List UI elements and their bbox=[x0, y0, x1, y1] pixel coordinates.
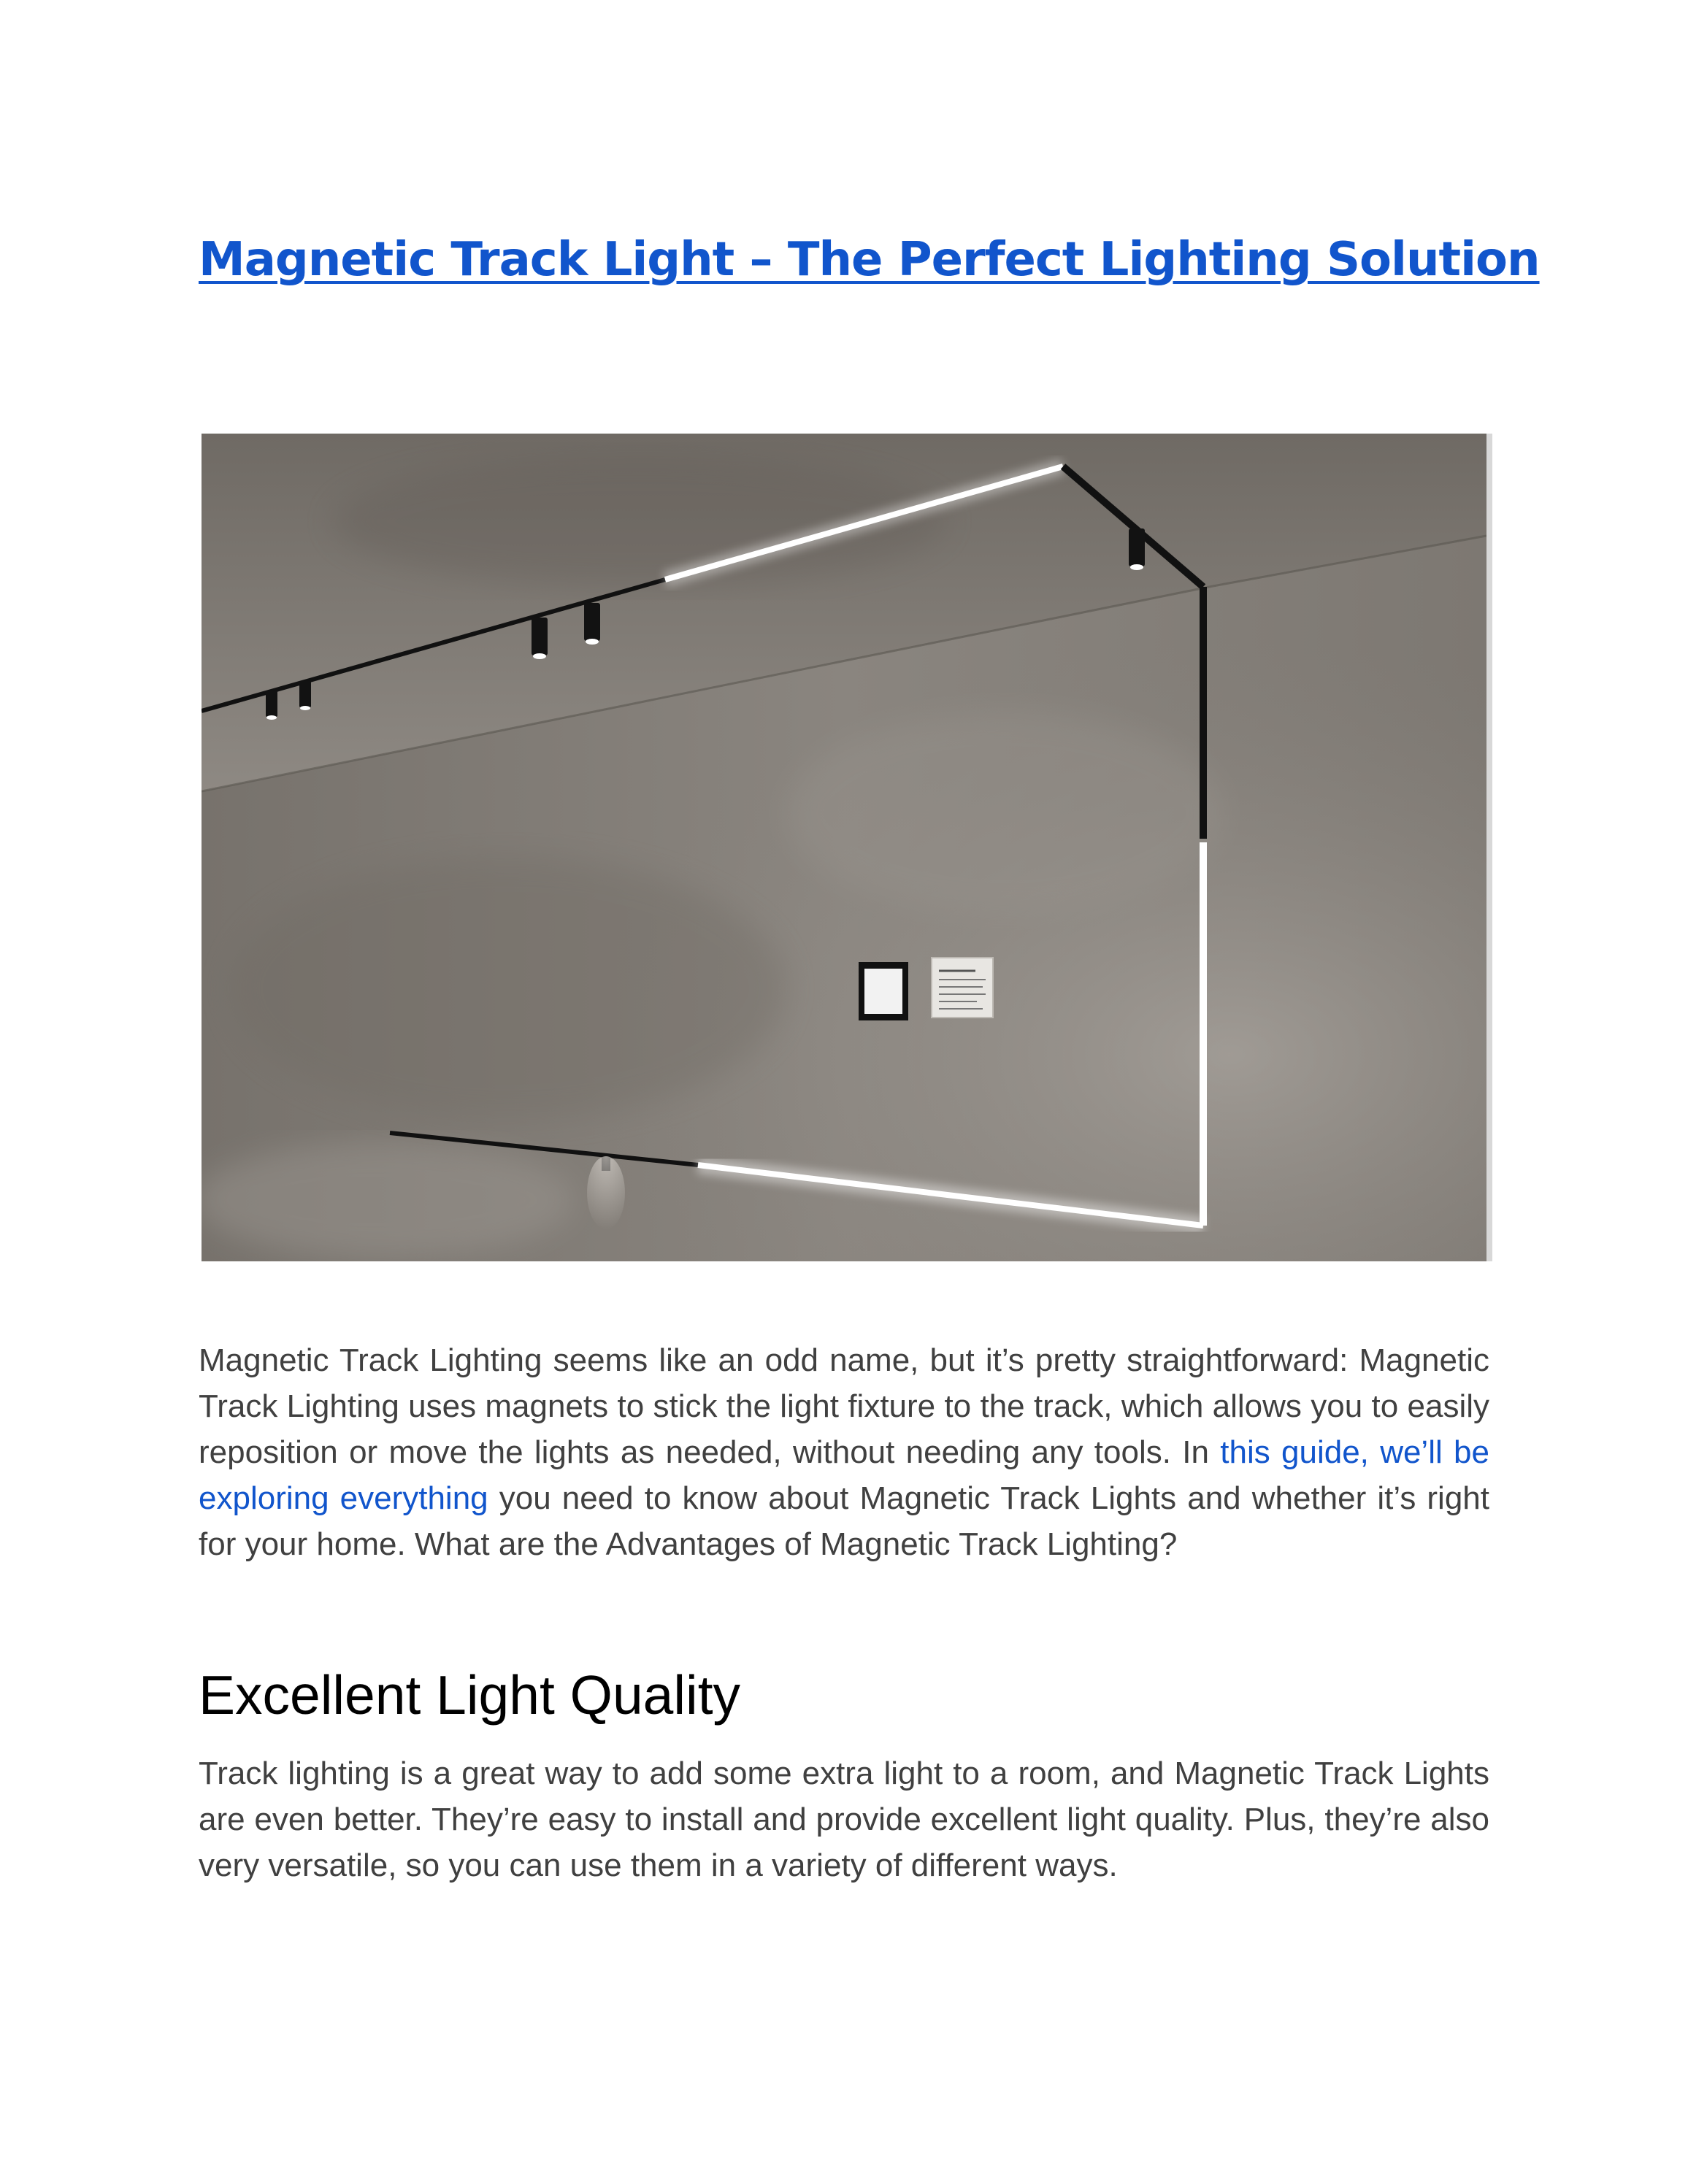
intro-text-end: you need to know about Magnetic Track Lights and whether it’s right for your home. What are the Advantages of Magnetic Track Lighting? bbox=[199, 1480, 1489, 1562]
wall-sign bbox=[932, 958, 993, 1018]
switch-panel bbox=[859, 962, 908, 1020]
title-link[interactable]: Magnetic Track Light – The Perfect Lighting Solution bbox=[199, 233, 1540, 287]
guide-link[interactable]: this guide, we’ll be exploring everything bbox=[199, 1434, 1489, 1516]
page-title bbox=[199, 225, 1540, 295]
intro-text-start: Magnetic Track Lighting seems like an odd name, but it’s pretty straightforward: Magnetic Track Lighting uses magnets to stick the light fixture to the track, which allows you to easily reposition or move the lights as needed, without needing any tools. In bbox=[199, 1342, 1489, 1470]
section-heading: Excellent Light Quality bbox=[199, 1664, 741, 1726]
hero-image bbox=[202, 434, 1492, 1261]
intro-paragraph bbox=[199, 1337, 1489, 1567]
section-paragraph: Track lighting is a great way to add some extra light to a room, and Magnetic Track Lights are even better. They’re easy to install and provide excellent light quality. Plus, they’re also very versatile, so you can use them in a variety of different ways. bbox=[199, 1756, 1489, 1883]
